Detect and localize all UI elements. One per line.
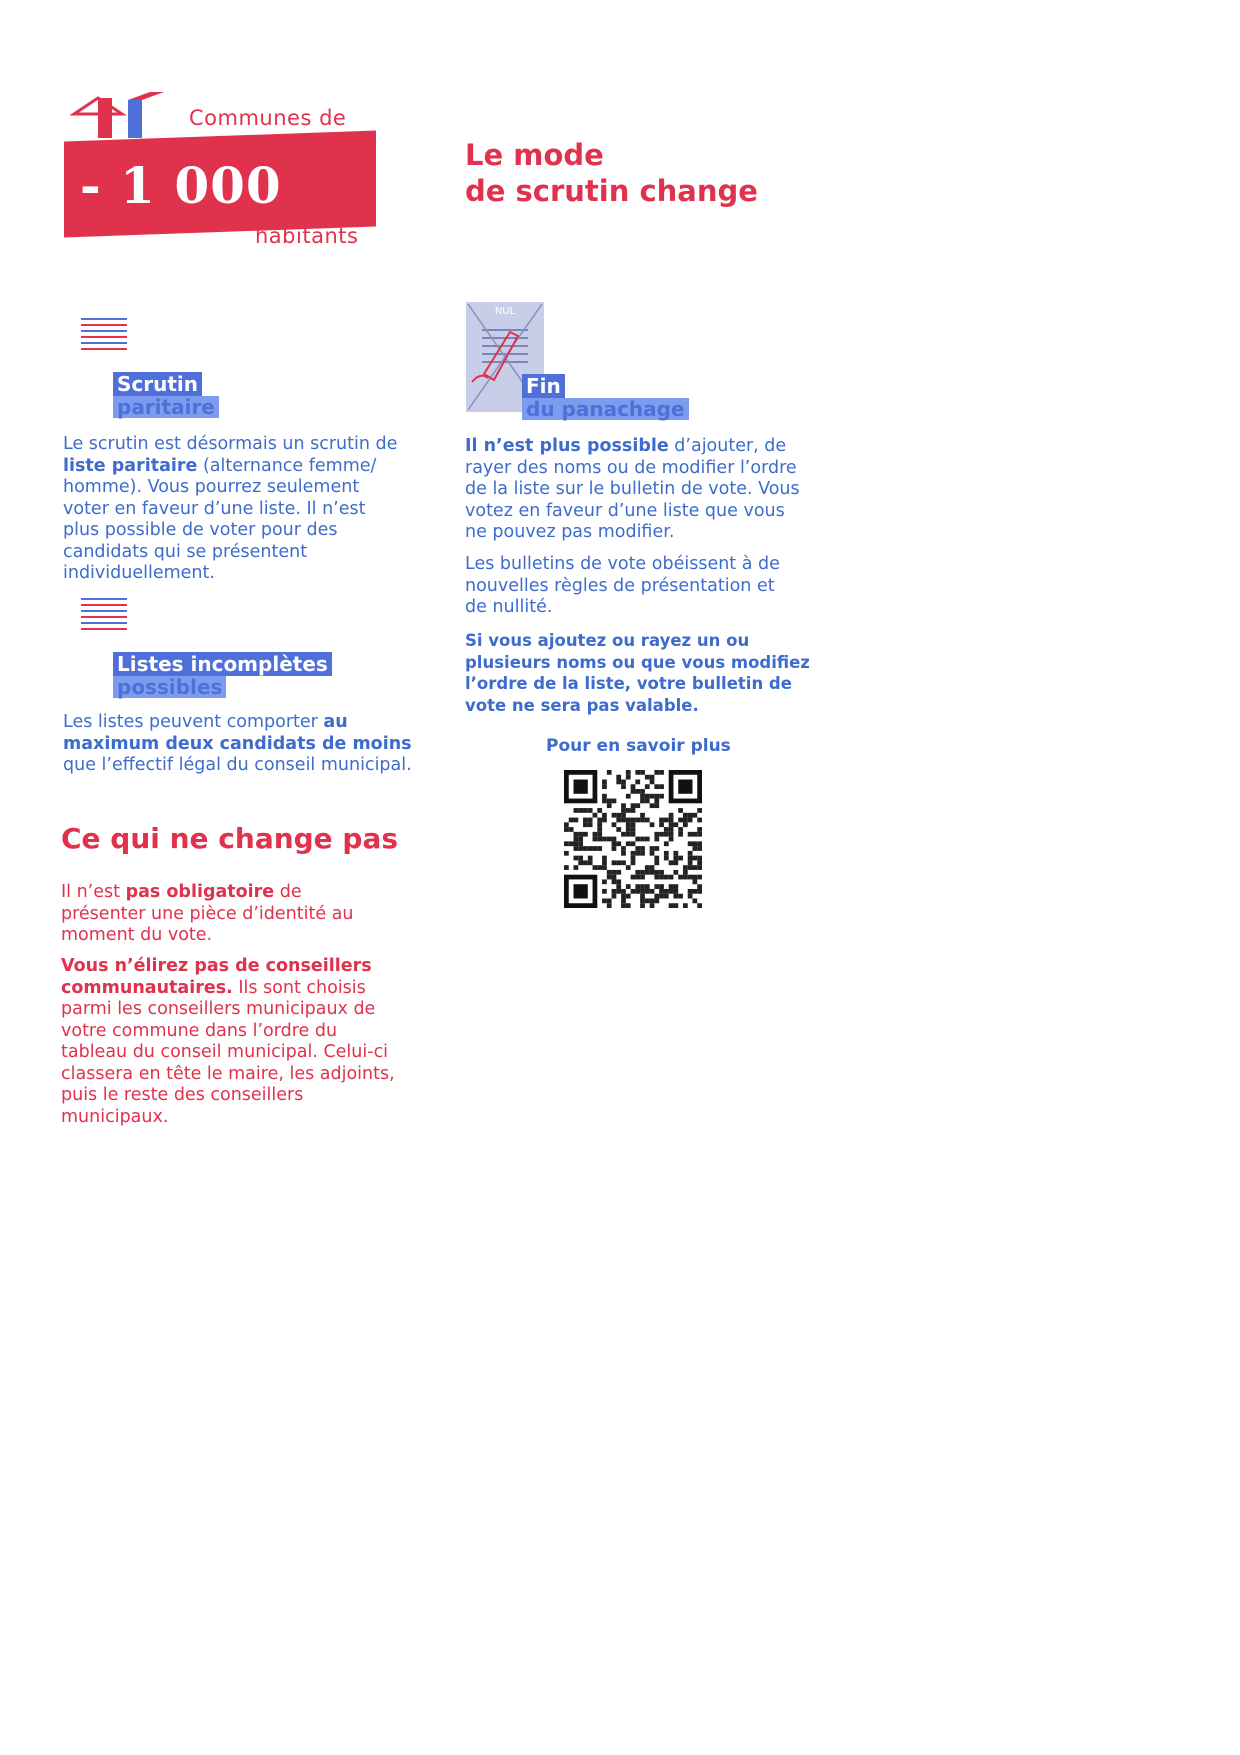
paragraph-scrutin-paritaire: Le scrutin est désormais un scrutin de liste paritaire (alternance femme/ homme). Vous pourrez seulement voter en faveur d’une liste. Il n’est plus possible de voter pour des candidats qui se présentent individuellement. <box>63 434 398 583</box>
paragraph-fin-panachage-2: Les bulletins de vote obéissent à de nouvelles règles de présentation et de nullité. <box>465 554 780 617</box>
ballot-lines-icon <box>81 318 127 354</box>
svg-text:NUL: NUL <box>494 306 516 317</box>
paragraph-listes-incompletes: Les listes peuvent comporter au maximum deux candidats de moins que l’effectif légal du conseil municipal. <box>63 712 412 775</box>
logo-communes-text: Communes de <box>189 106 347 130</box>
section-title-ce-qui-ne-change-pas: Ce qui ne change pas <box>61 822 399 855</box>
qr-code-icon[interactable] <box>564 770 702 908</box>
label-fin-panachage: Fin du panachage <box>522 374 689 420</box>
more-info-label: Pour en savoir plus <box>546 736 731 756</box>
logo-habitants-text: habitants <box>255 224 359 248</box>
paragraph-fin-panachage-1: Il n’est plus possible d’ajouter, de rayer des noms ou de modifier l’ordre de la liste sur le bulletin de vote. Vous votez en faveur d’une liste que vous ne pouvez pas modifier. <box>465 436 800 542</box>
paragraph-fin-panachage-3: Si vous ajoutez ou rayez un ou plusieurs noms ou que vous modifiez l’ordre de la liste, votre bulletin de vote ne sera pas valable. <box>465 631 810 715</box>
paragraph-conseillers-communautaires: Vous n’élirez pas de conseillers communautaires. Ils sont choisis parmi les conseillers municipaux de votre commune dans l’ordre du tableau du conseil municipal. Celui-ci classera en tête le maire, les adjoints, puis le reste des conseillers municipaux. <box>61 956 395 1127</box>
label-scrutin-paritaire: Scrutin paritaire <box>113 372 219 418</box>
page-title: Le mode de scrutin change <box>465 138 758 208</box>
logo-number: - 1 000 <box>80 156 282 215</box>
label-listes-incompletes: Listes incomplètes possibles <box>113 652 332 698</box>
ballot-lines-icon <box>81 598 127 634</box>
paragraph-piece-identite: Il n’est pas obligatoire de présenter une pièce d’identité au moment du vote. <box>61 882 354 945</box>
